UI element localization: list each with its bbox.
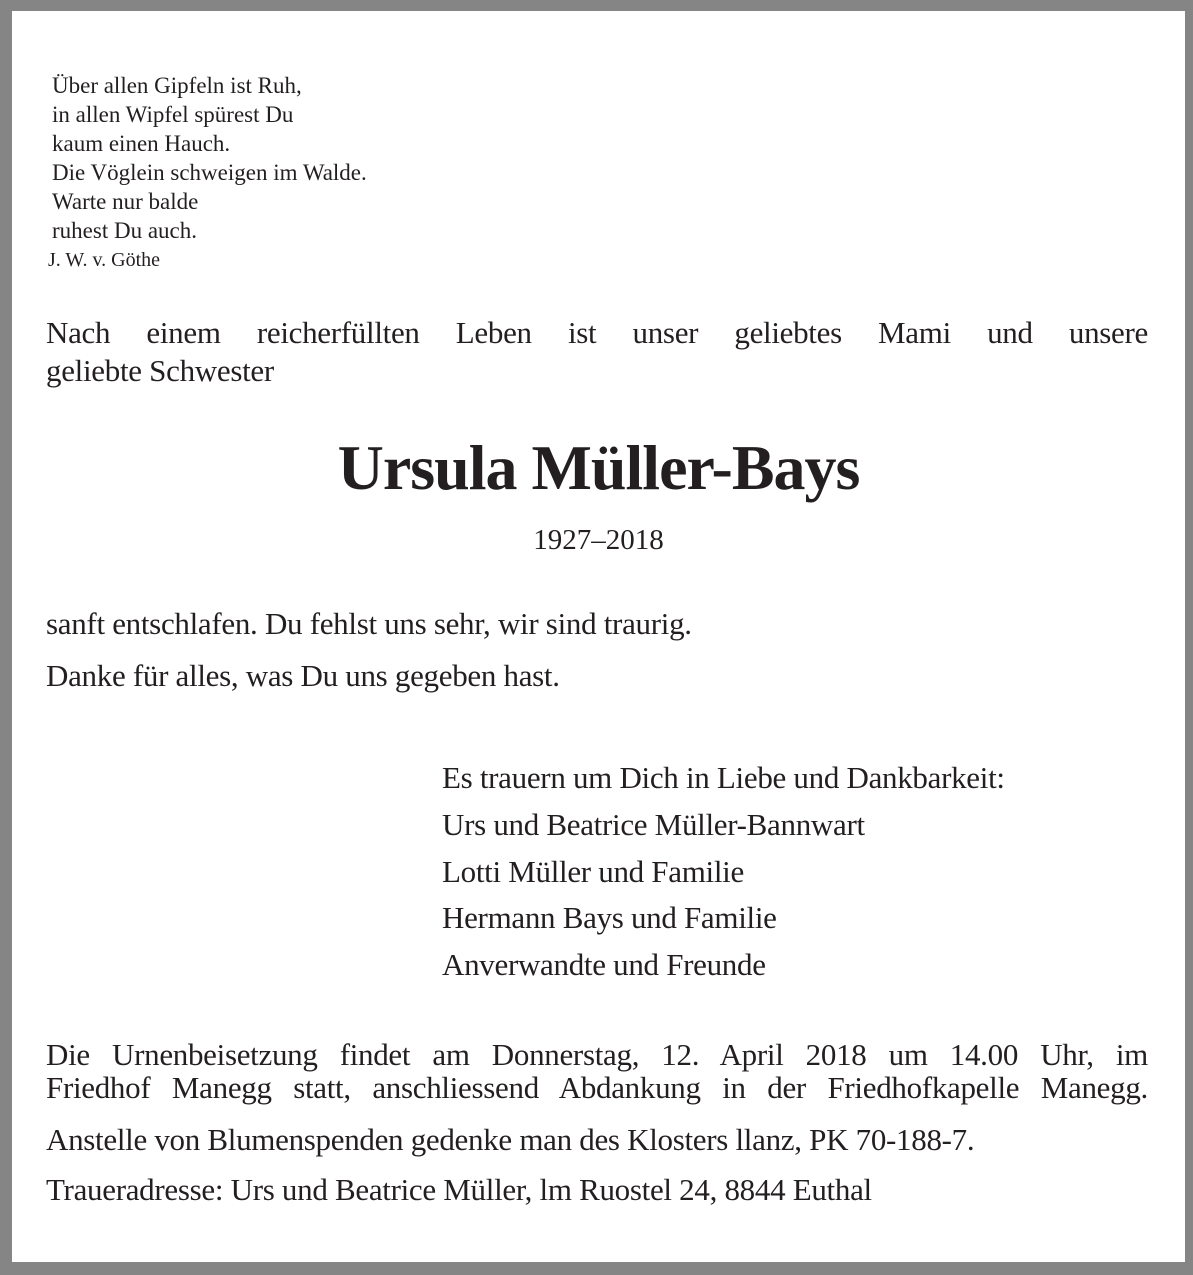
funeral-line: Die Urnenbeisetzung findet am Donnerstag, 12. April 2018 um 14.00 Uhr, im: [46, 1037, 1148, 1072]
poem-line: Über allen Gipfeln ist Ruh,: [52, 73, 302, 98]
mourners-heading: Es trauern um Dich in Liebe und Dankbarkeit:: [442, 760, 1005, 795]
poem-author: J. W. v. Göthe: [48, 249, 161, 271]
poem-line: Warte nur balde: [52, 189, 199, 214]
intro-line: Nach einem reicherfüllten Leben ist unser geliebtes Mami und unsere: [46, 315, 1148, 350]
deceased-name: Ursula Müller-Bays: [337, 432, 860, 503]
poem-line: Die Vöglein schweigen im Walde.: [52, 160, 367, 185]
obituary-page: [12, 11, 1185, 1262]
message-line: Danke für alles, was Du uns gegeben hast.: [46, 658, 560, 693]
mourning-address: Traueradresse: Urs und Beatrice Müller, lm Ruostel 24, 8844 Euthal: [46, 1172, 872, 1207]
poem-line: ruhest Du auch.: [52, 218, 197, 243]
mourner: Urs und Beatrice Müller-Bannwart: [442, 807, 865, 842]
intro-line: geliebte Schwester: [46, 353, 274, 388]
mourner: Hermann Bays und Familie: [442, 900, 777, 935]
poem: [52, 71, 367, 245]
mourner: Lotti Müller und Familie: [442, 854, 744, 889]
funeral-line: Friedhof Manegg statt, anschliessend Abdankung in der Friedhofkapelle Manegg.: [46, 1070, 1148, 1105]
donation-note: Anstelle von Blumenspenden gedenke man des Klosters llanz, PK 70-188-7.: [46, 1122, 975, 1157]
deceased-years: 1927–2018: [533, 524, 664, 556]
mourner: Anverwandte und Freunde: [442, 947, 766, 982]
poem-line: kaum einen Hauch.: [52, 131, 231, 156]
message-line: sanft entschlafen. Du fehlst uns sehr, wir sind traurig.: [46, 606, 692, 641]
poem-line: in allen Wipfel spürest Du: [52, 102, 294, 127]
